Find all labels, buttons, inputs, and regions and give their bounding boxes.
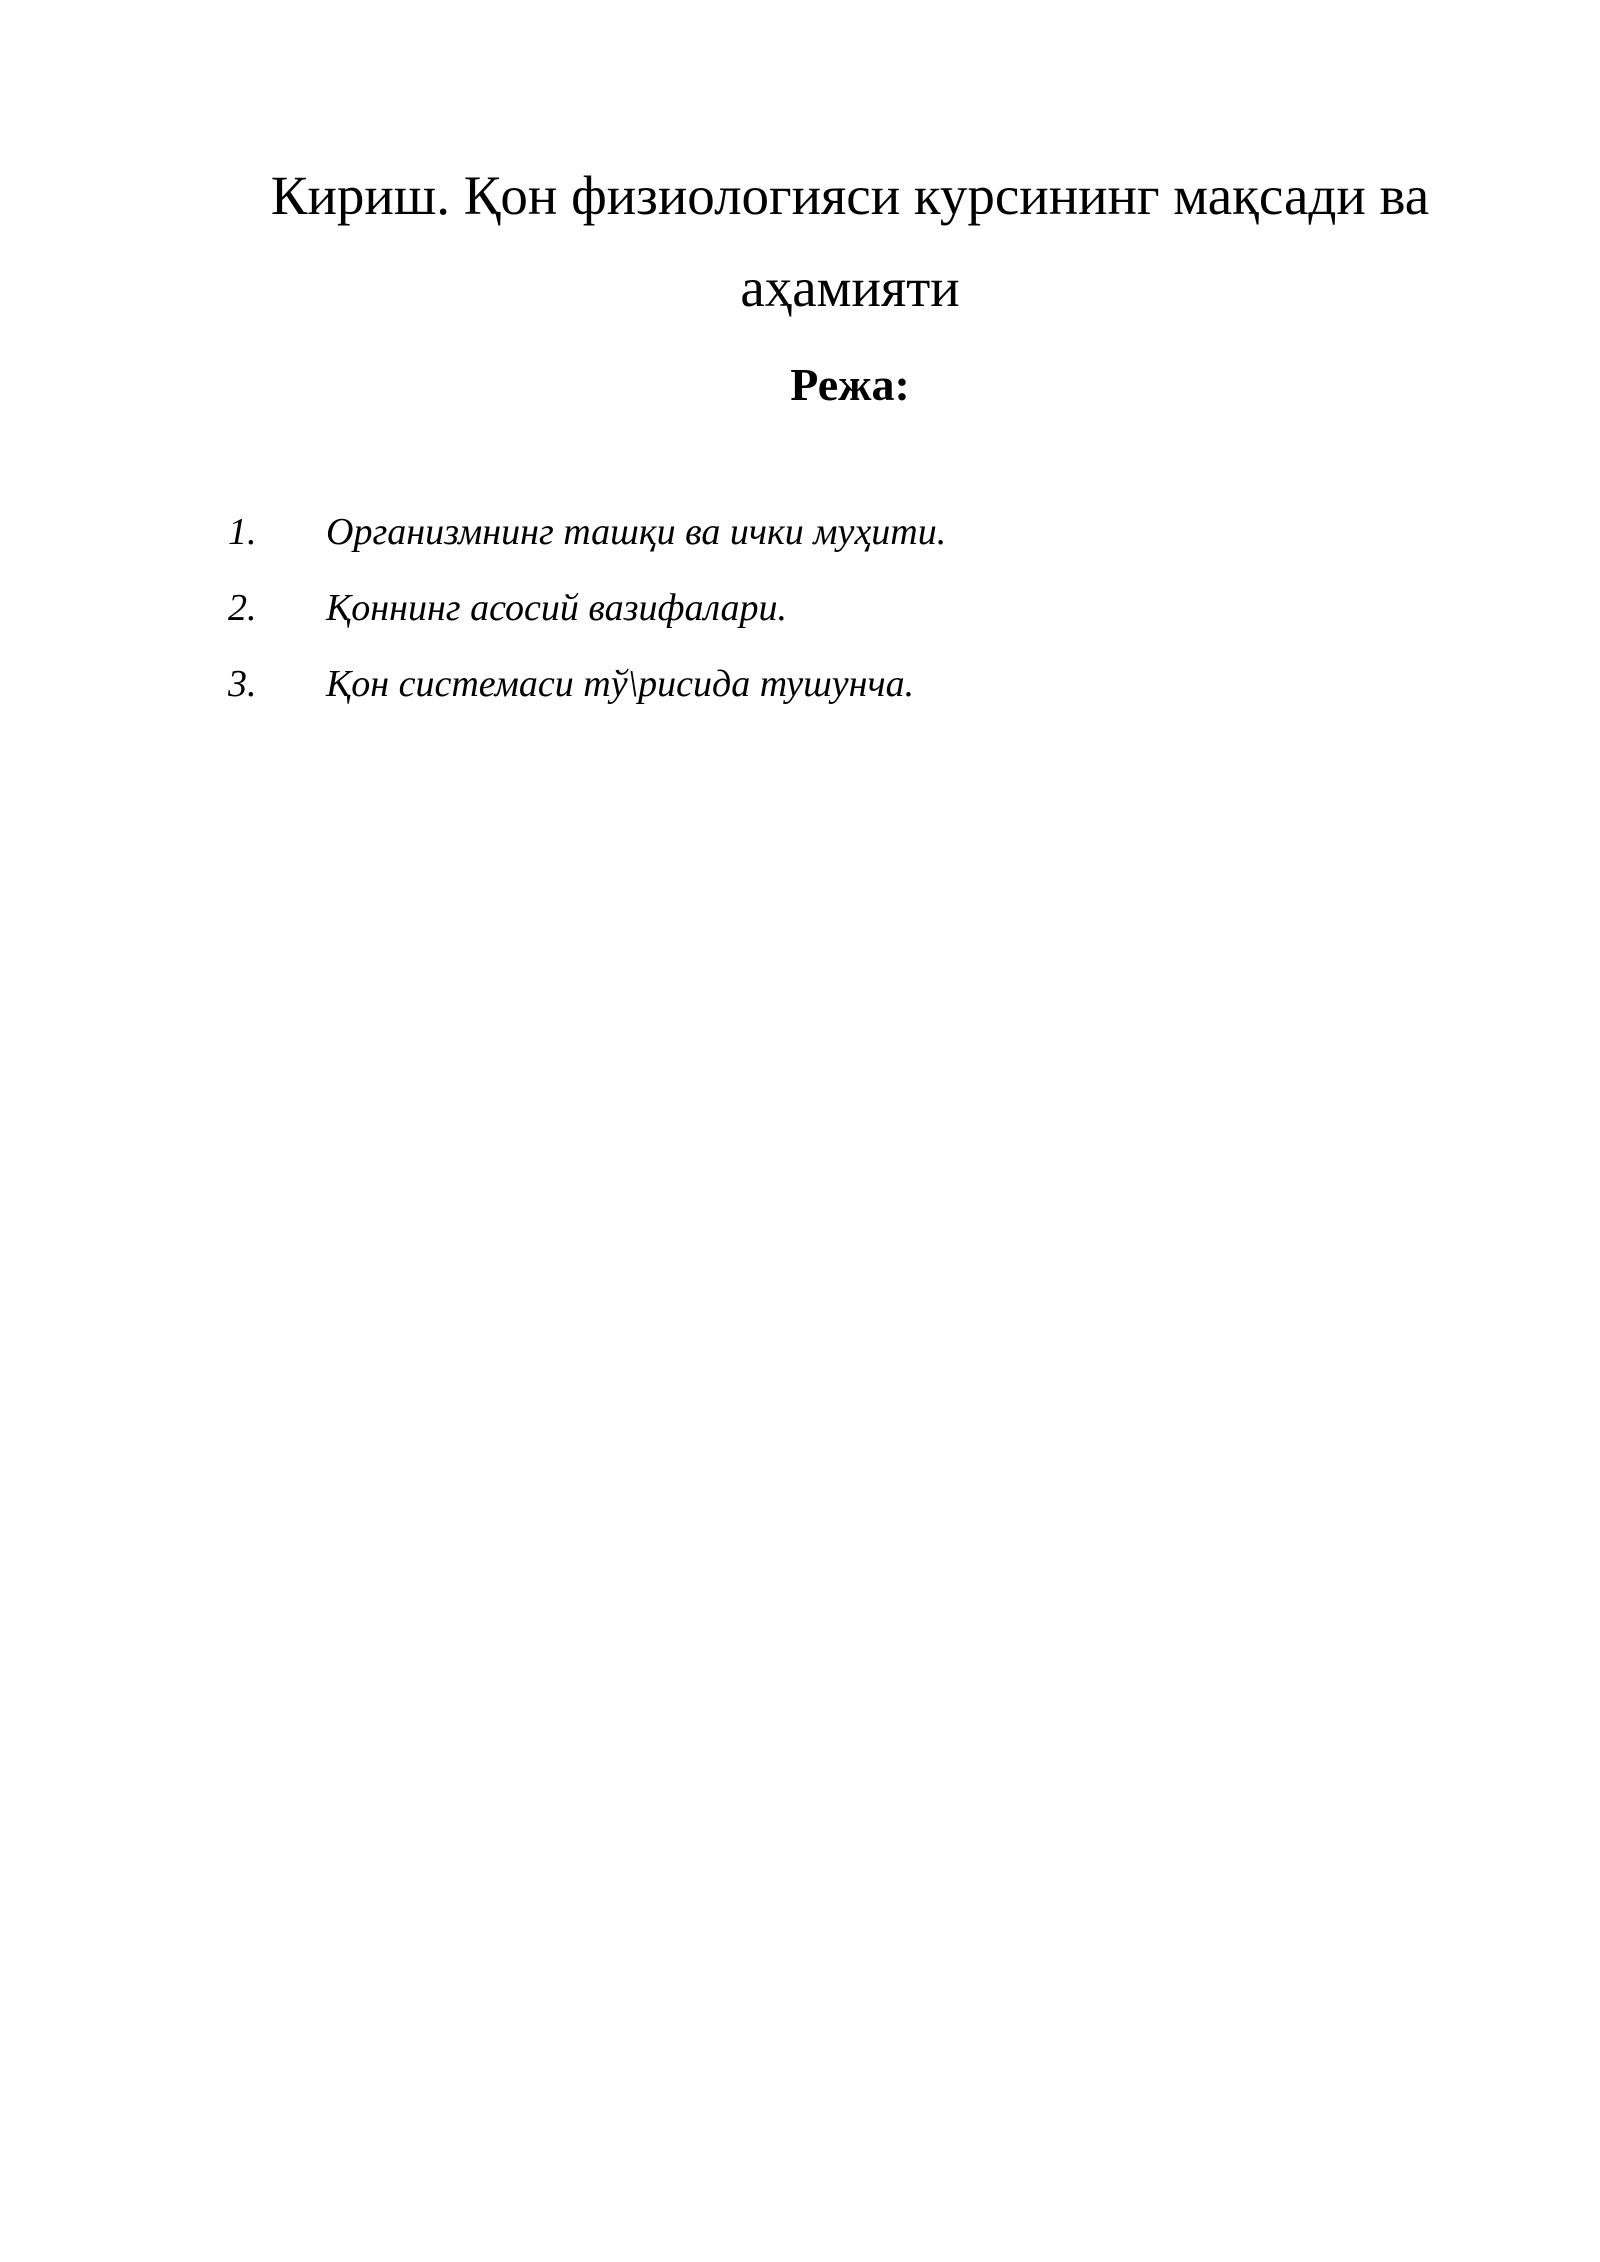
list-item-text: Қоннинг асосий вазифалари. <box>326 587 787 629</box>
plan-list <box>228 494 946 722</box>
plan-heading: Режа: <box>790 359 910 410</box>
page-title: Кириш. Қон физиологияси курсининг мақсади ва аҳамияти <box>270 165 1430 318</box>
list-item <box>228 494 946 570</box>
list-item-text: Организмнинг ташқи ва ички муҳити. <box>326 511 947 553</box>
list-item <box>228 646 946 722</box>
list-item-number: 2. <box>228 587 257 629</box>
list-item-number: 3. <box>228 663 257 705</box>
list-item <box>228 570 946 646</box>
list-item-number: 1. <box>228 511 257 553</box>
list-item-text: Қон системаси тў\рисида тушунча. <box>326 663 915 705</box>
